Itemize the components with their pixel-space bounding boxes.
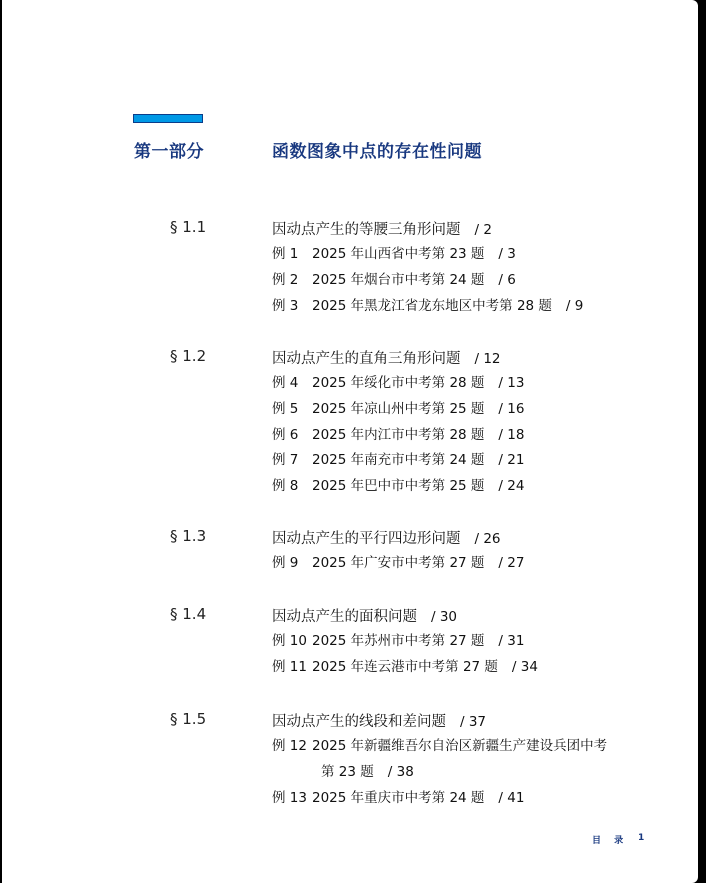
example-text: 2025 年苏州市中考第 27 题 xyxy=(312,633,485,649)
example-label: 例 11 xyxy=(272,658,307,675)
example-label: 例 6 xyxy=(272,426,299,443)
section-page: / 2 xyxy=(474,222,492,238)
example-text: 2025 年绥化市中考第 28 题 xyxy=(312,375,485,391)
example-entry xyxy=(272,734,652,786)
example-entry xyxy=(272,629,538,655)
section-title-row xyxy=(272,347,501,368)
example-label: 例 1 xyxy=(272,246,299,262)
example-page: / 3 xyxy=(498,246,516,262)
example-text-cont: 第 23 题 xyxy=(321,764,374,780)
example-entry xyxy=(272,786,652,812)
example-text: 2025 年黑龙江省龙东地区中考第 28 题 xyxy=(312,297,552,314)
example-text: 2025 年凉山州中考第 25 题 xyxy=(312,400,485,417)
example-entry xyxy=(272,371,524,397)
example-page: / 27 xyxy=(498,555,525,571)
example-label: 例 12 xyxy=(272,738,307,754)
section-title-row xyxy=(272,218,492,239)
example-list xyxy=(272,242,583,319)
example-continuation xyxy=(272,760,652,780)
example-entry xyxy=(272,242,583,268)
example-page: / 6 xyxy=(498,271,516,288)
example-entry xyxy=(272,294,583,320)
section-title-row xyxy=(272,710,486,731)
example-text: 2025 年内江市中考第 28 题 xyxy=(312,426,485,443)
example-label: 例 10 xyxy=(272,633,307,649)
section-number: § 1.4 xyxy=(170,605,207,623)
example-text: 2025 年南充市中考第 24 题 xyxy=(312,452,485,469)
example-text: 2025 年巴中市中考第 25 题 xyxy=(312,478,485,495)
example-page: / 34 xyxy=(511,658,538,675)
example-text: 2025 年山西省中考第 23 题 xyxy=(312,246,485,262)
example-page: / 41 xyxy=(498,790,525,806)
section-title: 因动点产生的线段和差问题 xyxy=(272,714,446,730)
example-text: 2025 年连云港市中考第 27 题 xyxy=(312,658,498,675)
document-page xyxy=(2,0,698,883)
section-number: § 1.3 xyxy=(170,527,207,545)
section-title: 因动点产生的平行四边形问题 xyxy=(272,531,461,547)
example-page: / 18 xyxy=(498,426,525,443)
example-page: / 13 xyxy=(498,375,525,391)
example-text: 2025 年烟台市中考第 24 题 xyxy=(312,271,485,288)
example-text: 2025 年广安市中考第 27 题 xyxy=(312,555,485,571)
example-label: 例 9 xyxy=(272,555,299,571)
section-page: / 30 xyxy=(431,609,458,625)
example-page: / 16 xyxy=(498,400,525,417)
example-list xyxy=(272,551,524,577)
example-entry xyxy=(272,551,524,577)
section-number: § 1.1 xyxy=(170,218,207,236)
section-number: § 1.2 xyxy=(170,347,207,365)
part-title: 函数图象中点的存在性问题 xyxy=(272,142,482,162)
example-list xyxy=(272,371,524,500)
section-title-row xyxy=(272,527,501,548)
example-entry xyxy=(272,448,524,474)
example-entry xyxy=(272,474,524,500)
section-page: / 12 xyxy=(474,351,501,367)
example-entry xyxy=(272,655,538,681)
example-label: 例 4 xyxy=(272,375,299,391)
example-list xyxy=(272,629,538,681)
example-entry xyxy=(272,397,524,423)
footer-page-number: 1 xyxy=(638,833,645,843)
example-label: 例 8 xyxy=(272,478,299,495)
example-label: 例 2 xyxy=(272,271,299,288)
footer-label: 目 录 xyxy=(592,836,629,846)
example-label: 例 5 xyxy=(272,400,299,417)
section-title: 因动点产生的等腰三角形问题 xyxy=(272,222,461,238)
example-page: / 24 xyxy=(498,478,525,495)
section-page: / 26 xyxy=(474,531,501,547)
example-text: 2025 年重庆市中考第 24 题 xyxy=(312,790,485,806)
section-title: 因动点产生的直角三角形问题 xyxy=(272,351,461,367)
example-page: / 21 xyxy=(498,452,525,469)
example-page: / 38 xyxy=(387,764,414,780)
example-label: 例 7 xyxy=(272,452,299,469)
example-text: 2025 年新疆维吾尔自治区新疆生产建设兵团中考 xyxy=(312,738,608,754)
example-page: / 31 xyxy=(498,633,525,649)
example-label: 例 13 xyxy=(272,790,307,806)
example-label: 例 3 xyxy=(272,297,299,314)
part-label: 第一部分 xyxy=(134,142,204,162)
part-accent-bar xyxy=(133,114,203,123)
section-number: § 1.5 xyxy=(170,710,207,728)
example-list xyxy=(272,734,652,812)
example-entry xyxy=(272,268,583,294)
section-title: 因动点产生的面积问题 xyxy=(272,609,417,625)
section-page: / 37 xyxy=(460,714,487,730)
section-title-row xyxy=(272,605,457,626)
example-page: / 9 xyxy=(565,297,584,314)
example-entry xyxy=(272,423,524,449)
